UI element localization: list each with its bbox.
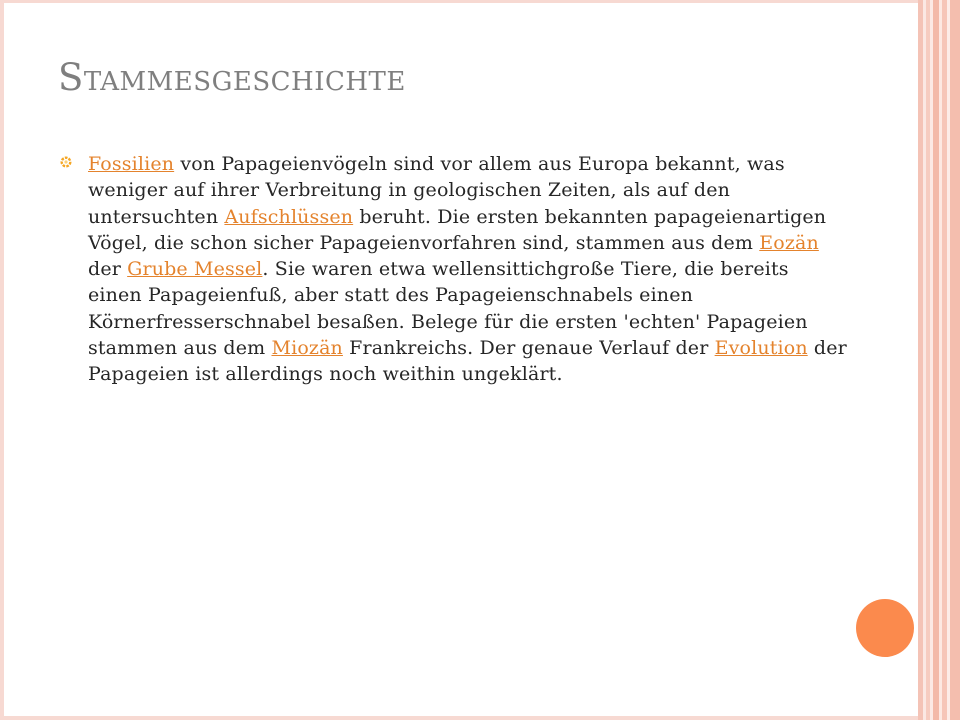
slide-title: Stammesgeschichte xyxy=(58,56,406,99)
body-paragraph xyxy=(88,151,848,388)
frame-left-border xyxy=(0,0,4,720)
link-miozän[interactable]: Miozän xyxy=(271,337,343,360)
link-eozän[interactable]: Eozän xyxy=(759,231,819,254)
sun-bullet-icon xyxy=(60,156,72,168)
frame-bottom-border xyxy=(0,716,918,720)
link-evolution[interactable]: Evolution xyxy=(714,337,808,360)
paragraph-text-run: von Papageienvögeln sind vor allem aus Europa bekannt, was weniger auf ihrer Verbreitung in geologischen Zeiten, als auf den untersuchten xyxy=(88,153,785,228)
paragraph-text-run: . Sie waren etwa wellensittichgroße Tiere, die bereits einen Papageienfuß, aber statt des Papageienschnabels einen Körnerfresserschnabel besaßen. Belege für die ersten 'echten' Papageien stammen aus dem xyxy=(88,258,808,360)
link-aufschlüssen[interactable]: Aufschlüssen xyxy=(224,205,354,228)
paragraph-text-run: der Papageien ist allerdings noch weithin ungeklärt. xyxy=(88,337,847,386)
paragraph-text-run: Frankreichs. Der genaue Verlauf der xyxy=(342,337,715,360)
paragraph-text-run: beruht. Die ersten bekannten papageienartigen Vögel, die schon sicher Papageienvorfahren sind, stammen aus dem xyxy=(88,205,827,254)
link-grube-messel[interactable]: Grube Messel xyxy=(127,258,263,281)
paragraph-text-run: der xyxy=(88,258,128,281)
frame-top-border xyxy=(0,0,918,3)
right-stripe xyxy=(950,0,960,720)
link-fossilien[interactable]: Fossilien xyxy=(88,153,175,175)
orange-circle-decoration xyxy=(856,599,914,657)
